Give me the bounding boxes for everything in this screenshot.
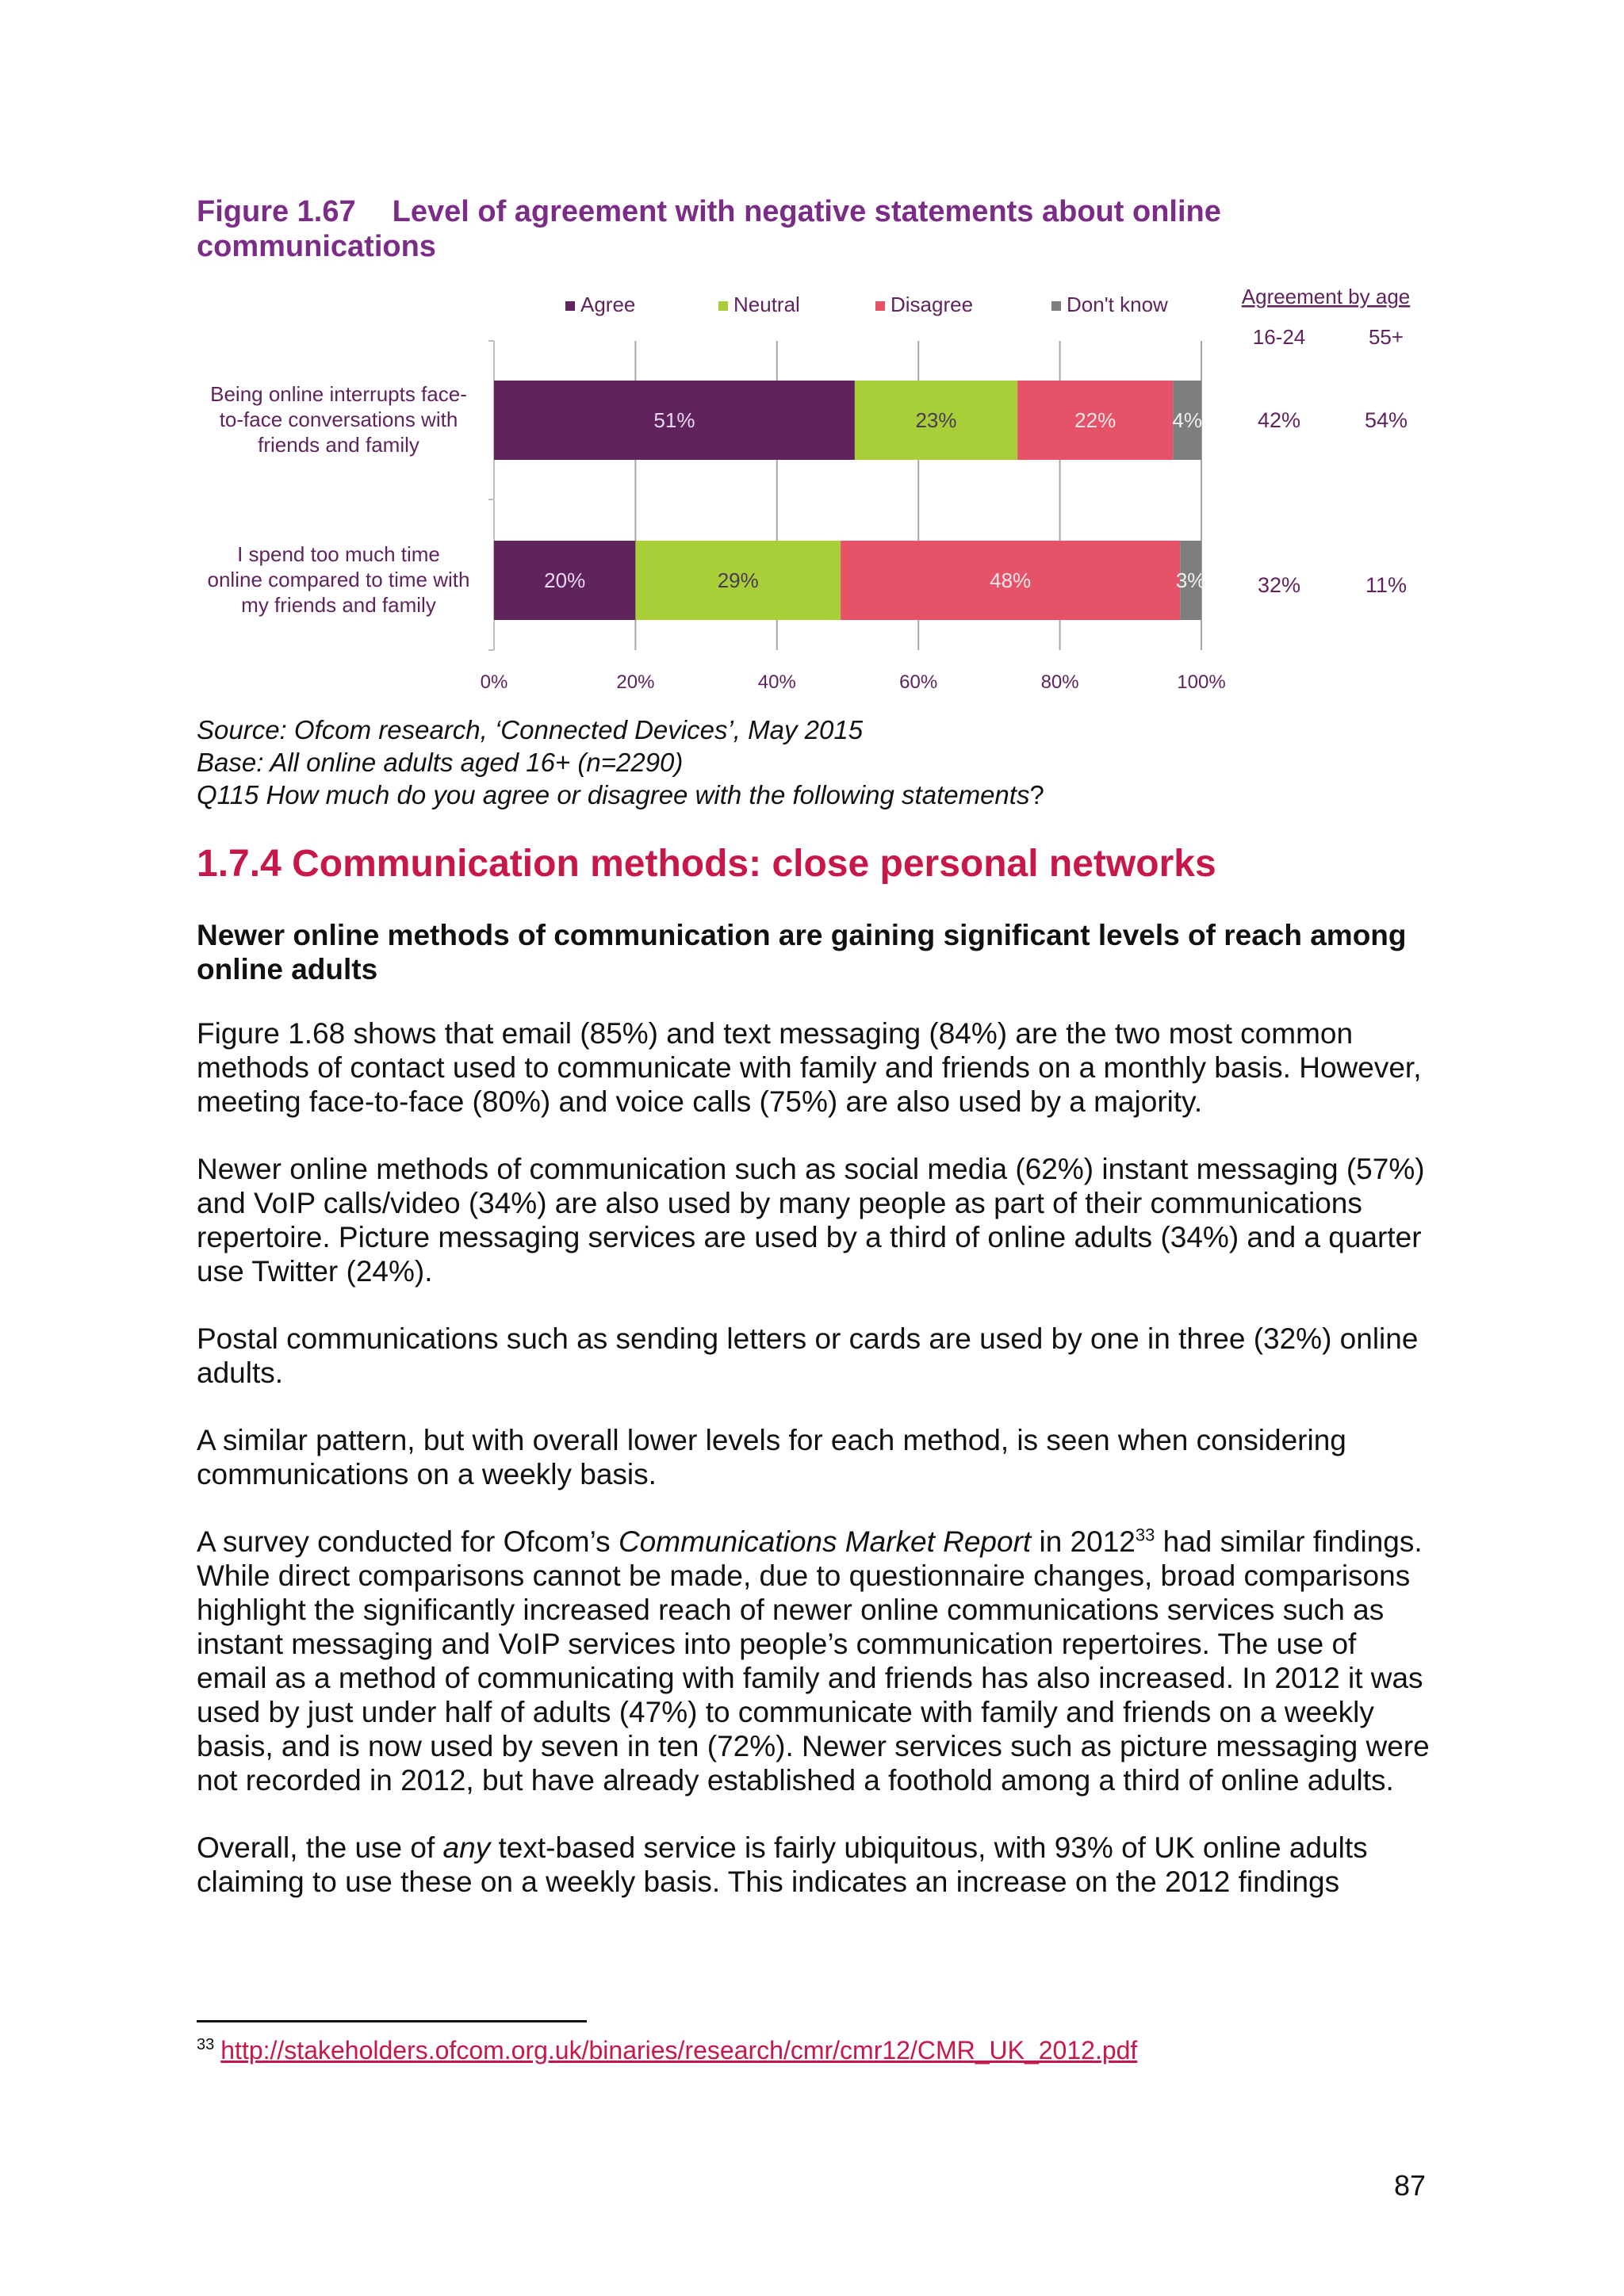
question-text: Q115 How much do you agree or disagree with the following statements xyxy=(197,780,1030,809)
x-tick-label: 60% xyxy=(899,672,938,693)
side-table-cell: 42% xyxy=(1257,408,1301,432)
side-table-cell: 54% xyxy=(1364,408,1408,432)
data-label: 4% xyxy=(1172,408,1202,432)
data-label: 3% xyxy=(1175,568,1206,592)
section-heading: 1.7.4 Communication methods: close personal networks xyxy=(197,843,1216,885)
footnote xyxy=(197,2034,1137,2066)
paragraph-5-end: had similar findings. While direct comparisons cannot be made, due to questionnaire changes, broad comparisons highlight the significantly increased reach of newer online communications services such as instant messaging and VoIP services into people’s communication repertoires. The use of email as a method of communicating with family and friends has also increased. In 2012 it was used by just under half of adults (47%) to communicate with family and friends on a weekly basis, and is now used by seven in ten (72%). Newer services such as picture messaging were not recorded in 2012, but have already established a foothold among a third of online adults. xyxy=(197,1525,1430,1797)
paragraph-6-start: Overall, the use of xyxy=(197,1831,443,1864)
legend-label: Agree xyxy=(580,293,636,316)
legend-swatch xyxy=(1051,301,1061,311)
question-mark: ? xyxy=(1029,780,1044,809)
page-number: 87 xyxy=(1394,2169,1427,2202)
paragraph-5-mid: in 2012 xyxy=(1031,1525,1136,1558)
paragraph-5-start: A survey conducted for Ofcom’s xyxy=(197,1525,619,1558)
paragraph-2: Newer online methods of communication such as social media (62%) instant messaging (57%) and VoIP calls/video (34%) are also used by many people as part of their communications repertoire. Picture messaging services are used by a third of online adults (34%) and a quarter use Twitter (24%). xyxy=(197,1153,1425,1288)
data-label: 23% xyxy=(915,408,957,432)
legend-label: Don't know xyxy=(1067,293,1168,316)
legend-label: Disagree xyxy=(891,293,974,316)
legend-swatch xyxy=(875,301,885,311)
paragraph-1: Figure 1.68 shows that email (85%) and text messaging (84%) are the two most common methods of contact used to communicate with family and friends on a monthly basis. However, meeting face-to-face (80%) and voice calls (75%) are also used by a majority. xyxy=(197,1017,1422,1118)
data-label: 48% xyxy=(990,568,1032,592)
footnote-number: 33 xyxy=(197,2036,215,2054)
base-line: Base: All online adults aged 16+ (n=2290) xyxy=(197,748,684,777)
side-table-title: Agreement by age xyxy=(1241,285,1411,308)
lead-paragraph: Newer online methods of communication are gaining significant levels of reach among online adults xyxy=(197,919,1407,985)
body-text xyxy=(197,918,1434,1932)
x-tick-label: 0% xyxy=(480,672,508,693)
question-line xyxy=(197,779,1434,811)
category-label: my friends and family xyxy=(241,593,436,617)
paragraph-4: A similar pattern, but with overall lower levels for each method, is seen when considering communications on a weekly basis. xyxy=(197,1424,1346,1490)
category-label: friends and family xyxy=(258,433,419,457)
footnote-ref[interactable]: 33 xyxy=(1135,1525,1155,1545)
paragraph-5 xyxy=(197,1525,1434,1797)
x-tick-label: 20% xyxy=(616,672,655,693)
category-label: I spend too much time xyxy=(237,542,440,566)
figure-source-notes xyxy=(197,714,1434,811)
paragraph-6-end: text-based service is fairly ubiquitous, with 93% of UK online adults claiming to use these on a weekly basis. This indicates an increase on the 2012 findings xyxy=(197,1831,1368,1898)
category-label: Being online interrupts face- xyxy=(210,382,467,406)
paragraph-6-emphasis: any xyxy=(442,1831,491,1864)
legend-swatch xyxy=(565,301,575,311)
x-tick-label: 100% xyxy=(1177,672,1226,693)
figure-number: Figure 1.67 xyxy=(197,195,356,228)
side-table-cell: 11% xyxy=(1365,573,1408,597)
figure-title xyxy=(197,194,1307,264)
legend-label: Neutral xyxy=(733,293,800,316)
footnote-separator xyxy=(197,2020,587,2022)
category-label: online compared to time with xyxy=(207,568,470,591)
side-table-header: 55+ xyxy=(1368,325,1404,349)
data-label: 20% xyxy=(544,568,586,592)
source-line: Source: Ofcom research, ‘Connected Devices’, May 2015 xyxy=(197,715,864,744)
paragraph-6 xyxy=(197,1831,1434,1899)
data-label: 51% xyxy=(653,408,695,432)
footnote-link[interactable]: http://stakeholders.ofcom.org.uk/binaries/research/cmr/cmr12/CMR_UK_2012.pdf xyxy=(220,2036,1138,2064)
paragraph-3: Postal communications such as sending letters or cards are used by one in three (32%) online adults. xyxy=(197,1322,1419,1389)
side-table-cell: 32% xyxy=(1257,573,1301,597)
x-tick-label: 80% xyxy=(1040,672,1079,693)
category-label: to-face conversations with xyxy=(219,408,458,431)
legend-swatch xyxy=(718,301,728,311)
data-label: 22% xyxy=(1074,408,1116,432)
report-title: Communications Market Report xyxy=(618,1525,1032,1558)
data-label: 29% xyxy=(717,568,759,592)
x-tick-label: 40% xyxy=(757,672,796,693)
side-table-header: 16-24 xyxy=(1252,325,1306,349)
agreement-stacked-bar-chart xyxy=(190,277,1443,698)
figure-title-text: Level of agreement with negative statements about online communications xyxy=(197,195,1221,263)
